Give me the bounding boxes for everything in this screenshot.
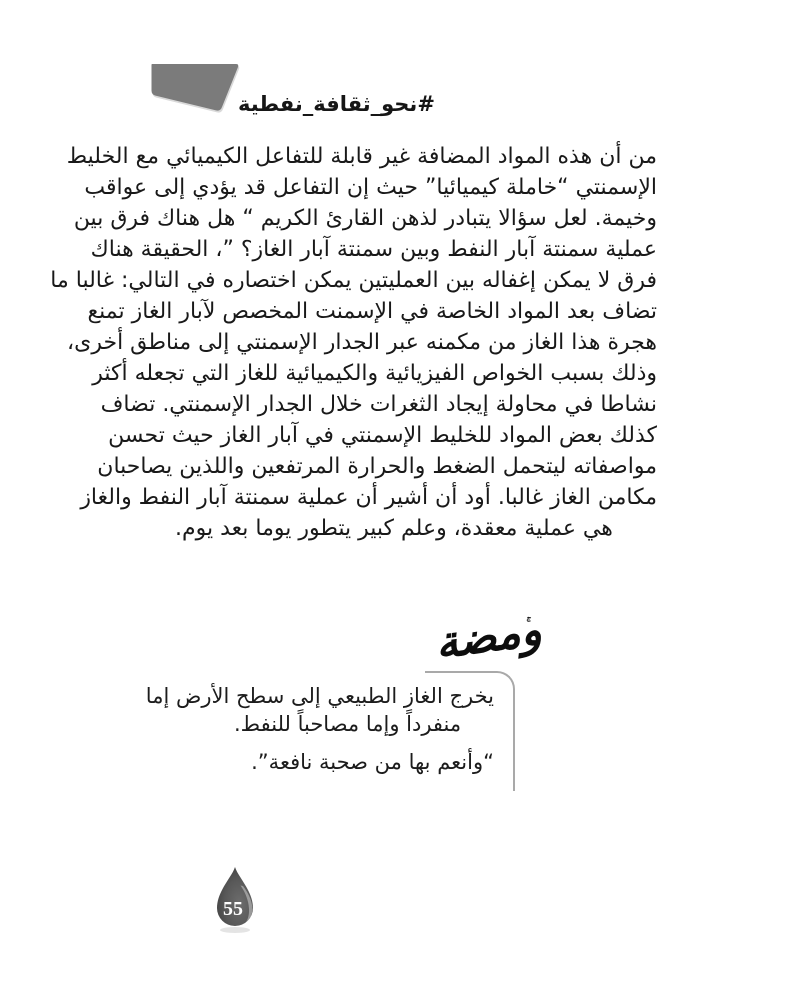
body-line: فرق لا يمكن إغفاله بين العمليتين يمكن اختصاره في التالي: غالبا ما xyxy=(50,268,657,293)
callout-quote xyxy=(145,682,494,776)
page-number: 55 xyxy=(223,898,243,920)
body-line: كذلك بعض المواد للخليط الإسمنتي في آبار الغاز حيث تحسن xyxy=(108,423,657,448)
callout-line: “وأنعم بها من صحبة نافعة”. xyxy=(251,750,494,774)
body-line: مواصفاته ليتحمل الضغط والحرارة المرتفعين واللذين يصاحبان xyxy=(97,454,657,479)
corner-swoosh-shape xyxy=(146,58,246,118)
drop-shadow xyxy=(220,927,250,933)
body-line: هي عملية معقدة، وعلم كبير يتطور يوما بعد يوم. xyxy=(175,516,613,541)
callout-line: يخرج الغاز الطبيعي إلى سطح الأرض إما xyxy=(145,684,494,708)
hashtag-title: #نحو_ثقافة_نفطية xyxy=(238,92,435,116)
callout-line: منفرداً وإما مصاحباً للنفط. xyxy=(234,712,462,736)
body-line: نشاطا في محاولة إيجاد الثغرات خلال الجدار الإسمنتي. تضاف xyxy=(100,392,657,417)
body-line: هجرة هذا الغاز من مكمنه عبر الجدار الإسمنتي إلى مناطق أخرى، xyxy=(67,330,657,355)
body-line: عملية سمنتة آبار النفط وبين سمنتة آبار الغاز؟ ”، الحقيقة هناك xyxy=(90,237,657,262)
body-line: مكامن الغاز غالبا. أود أن أشير أن عملية سمنتة آبار النفط والغاز xyxy=(80,485,657,510)
oil-drop-page-marker xyxy=(209,864,261,934)
body-line: من أن هذه المواد المضافة غير قابلة للتفاعل الكيميائي مع الخليط xyxy=(66,144,657,169)
calligraphy-word: ومضة xyxy=(431,604,545,670)
body-line: الإسمنتي “خاملة كيميائيا” حيث إن التفاعل قد يؤدي إلى عواقب xyxy=(84,175,657,200)
body-line: وخيمة. لعل سؤالا يتبادر لذهن القارئ الكريم “ هل هناك فرق بين xyxy=(73,206,657,231)
body-line: تضاف بعد المواد الخاصة في الإسمنت المخصص لآبار الغاز تمنع xyxy=(87,299,657,324)
body-paragraph xyxy=(50,141,657,544)
body-line: وذلك بسبب الخواص الفيزيائية والكيميائية للغاز التي تجعله أكثر xyxy=(92,361,657,386)
